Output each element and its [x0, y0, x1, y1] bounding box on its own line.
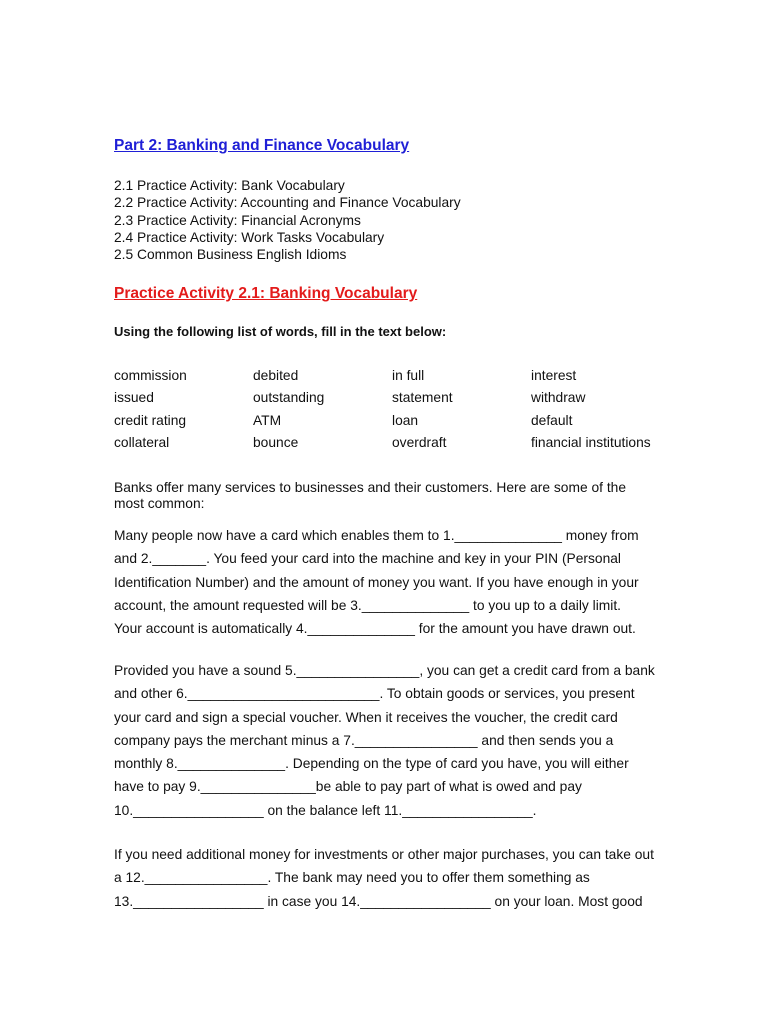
- paragraph-line: monthly 8.______________. Depending on the type of card you have, you will either: [114, 756, 629, 772]
- word-item: default: [531, 412, 573, 428]
- paragraph-line: 10._________________ on the balance left 11._________________.: [114, 802, 537, 818]
- paragraph-line: and other 6._________________________. To obtain goods or services, you present: [114, 686, 635, 702]
- paragraph-line: 13._________________ in case you 14._________________ on your loan. Most good: [114, 893, 643, 909]
- activity-title: Practice Activity 2.1: Banking Vocabulary: [114, 285, 418, 302]
- word-item: debited: [253, 368, 299, 383]
- toc-item: 2.1 Practice Activity: Bank Vocabulary: [114, 178, 345, 193]
- word-item: bounce: [253, 434, 299, 450]
- word-item: interest: [531, 368, 577, 383]
- instruction-text: Using the following list of words, fill in the text below:: [114, 324, 447, 339]
- intro-paragraph: Banks offer many services to businesses and their customers. Here are some of the most common:: [114, 480, 627, 511]
- word-item: withdraw: [531, 390, 586, 406]
- paragraph-line: Provided you have a sound 5.________________, you can get a credit card from a bank: [114, 663, 655, 678]
- toc-item: 2.2 Practice Activity: Accounting and Finance Vocabulary: [114, 195, 461, 211]
- paragraph-line: Many people now have a card which enables them to 1.______________ money from: [114, 528, 639, 543]
- toc-item: 2.5 Common Business English Idioms: [114, 247, 347, 263]
- word-item: loan: [392, 412, 419, 428]
- word-item: ATM: [253, 412, 282, 428]
- word-item: in full: [392, 368, 425, 383]
- table-of-contents: [114, 177, 461, 263]
- paragraph-loan: [114, 843, 654, 913]
- paragraph-credit-card: [114, 659, 655, 822]
- word-item: outstanding: [253, 390, 325, 406]
- part-title: Part 2: Banking and Finance Vocabulary: [114, 137, 410, 154]
- paragraph-line: account, the amount requested will be 3.______________ to you up to a daily limit.: [114, 597, 621, 613]
- toc-item: 2.3 Practice Activity: Financial Acronyms: [114, 212, 361, 228]
- word-item: statement: [392, 390, 453, 406]
- paragraph-line: company pays the merchant minus a 7.________________ and then sends you a: [114, 732, 614, 748]
- word-item: issued: [114, 390, 154, 406]
- word-item: overdraft: [392, 434, 447, 450]
- paragraph-line: Your account is automatically 4.______________ for the amount you have drawn out.: [114, 621, 636, 637]
- paragraph-line: Identification Number) and the amount of money you want. If you have enough in your: [114, 574, 639, 590]
- word-list: [114, 367, 691, 451]
- paragraph-line: a 12.________________. The bank may need you to offer them something as: [114, 870, 590, 886]
- word-item: commission: [114, 368, 187, 383]
- word-item: collateral: [114, 434, 170, 450]
- toc-item: 2.4 Practice Activity: Work Tasks Vocabulary: [114, 229, 385, 245]
- paragraph-line: and 2._______. You feed your card into the machine and key in your PIN (Personal: [114, 551, 621, 567]
- paragraph-line: have to pay 9._______________be able to pay part of what is owed and pay: [114, 779, 582, 795]
- paragraph-line: If you need additional money for investments or other major purchases, you can take out: [114, 847, 654, 862]
- word-item: credit rating: [114, 412, 187, 428]
- paragraph-line: your card and sign a special voucher. When it receives the voucher, the credit card: [114, 709, 618, 725]
- word-item: financial institutions: [531, 434, 651, 450]
- paragraph-atm: [114, 524, 639, 640]
